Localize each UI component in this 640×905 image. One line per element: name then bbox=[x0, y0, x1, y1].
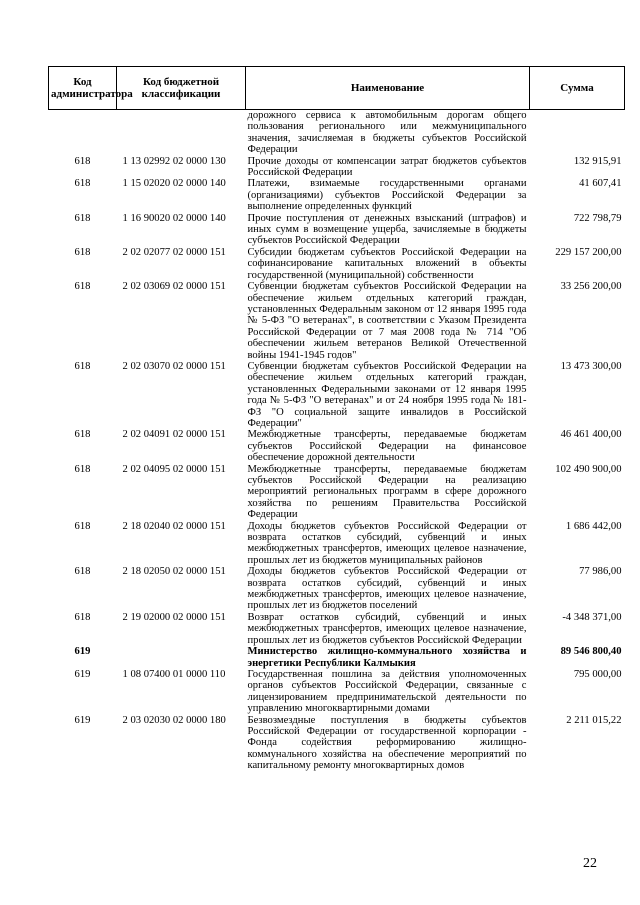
cell-admin-code: 618 bbox=[74, 178, 91, 190]
table-row bbox=[49, 247, 625, 281]
cell-admin-code: 618 bbox=[74, 520, 91, 532]
cell-name: Платежи, взимаемые государственными органами (организациями) субъектов Российской Федерации за выполнение определенных функций bbox=[247, 178, 527, 213]
cell-admin-code bbox=[49, 110, 117, 156]
header-admin-code: Код администратора bbox=[49, 67, 117, 110]
cell-name: Государственная пошлина за действия уполномоченных органов субъектов Российской Федерации, связанные с лицензированием предпринимательской деятельности по управлению многоквартирными домами bbox=[247, 668, 527, 715]
cell-name: Прочие поступления от денежных взысканий (штрафов) и иных сумм в возмещение ущерба, зачисляемые в бюджеты субъектов Российской Федерации bbox=[247, 212, 527, 247]
cell-sum: 132 915,91 bbox=[573, 155, 622, 167]
cell-sum: 41 607,41 bbox=[579, 178, 622, 190]
cell-name: Безвозмездные поступления в бюджеты субъектов Российской Федерации от государственной корпорации - Фонда содействия реформированию жилищно-коммунального хозяйства на обеспечение мероприятий по капитальному ремонту многоквартирных домов bbox=[247, 714, 527, 772]
table-row bbox=[49, 646, 625, 669]
cell-name: Субсидии бюджетам субъектов Российской Федерации на софинансирование капитальных вложений в объекты государственной (муниципальной) собственности bbox=[247, 246, 527, 281]
cell-budget-code: 2 02 04091 02 0000 151 bbox=[122, 429, 226, 441]
cell-admin-code: 618 bbox=[74, 212, 91, 224]
cell-admin-code: 618 bbox=[74, 463, 91, 475]
cell-sum: 2 211 015,22 bbox=[566, 714, 622, 726]
cell-name: Министерство жилищно-коммунального хозяйства и энергетики Республики Калмыкия bbox=[247, 646, 527, 669]
header-sum: Сумма bbox=[530, 67, 625, 110]
cell-sum: 46 461 400,00 bbox=[560, 429, 622, 441]
cell-sum: 229 157 200,00 bbox=[555, 246, 622, 258]
cell-budget-code: 2 18 02050 02 0000 151 bbox=[122, 566, 226, 578]
cell-name: дорожного сервиса к автомобильным дорогам общего пользования регионального или межмуниципального значения, зачисляемая в бюджеты субъектов Российской Федерации bbox=[247, 110, 527, 156]
cell-sum: -4 348 371,00 bbox=[562, 611, 622, 623]
cell-admin-code: 618 bbox=[74, 611, 91, 623]
cell-budget-code: 2 02 04095 02 0000 151 bbox=[122, 463, 226, 475]
table-row bbox=[49, 669, 625, 715]
table-row bbox=[49, 281, 625, 361]
cell-sum: 722 798,79 bbox=[573, 212, 622, 224]
table-row bbox=[49, 110, 625, 156]
cell-budget-code: 2 02 03070 02 0000 151 bbox=[122, 360, 226, 372]
page-number: 22 bbox=[583, 856, 597, 871]
header-name: Наименование bbox=[246, 67, 530, 110]
cell-sum: 77 986,00 bbox=[579, 566, 622, 578]
table-body bbox=[49, 110, 625, 772]
cell-admin-code: 619 bbox=[74, 646, 91, 658]
cell-name: Субвенции бюджетам субъектов Российской Федерации на обеспечение жильем отдельных категорий граждан, установленных Федеральными законами от 12 января 1995 года № 5-ФЗ "О ветеранах" и от 24 ноября 1995 года № 181-ФЗ "О социальной защите инвалидов в Российской Федерации" bbox=[247, 360, 527, 429]
cell-name: Межбюджетные трансферты, передаваемые бюджетам субъектов Российской Федерации на реализацию мероприятий региональных программ в сфере дорожного хозяйства по решениям Правительства Российской Федерации bbox=[247, 463, 527, 521]
cell-name: Прочие доходы от компенсации затрат бюджетов субъектов Российской Федерации bbox=[247, 155, 527, 179]
table-row bbox=[49, 464, 625, 521]
cell-sum: 89 546 800,40 bbox=[560, 646, 622, 658]
table-row bbox=[49, 156, 625, 179]
cell-budget-code: 1 16 90020 02 0000 140 bbox=[122, 212, 226, 224]
cell-budget-code: 1 15 02020 02 0000 140 bbox=[122, 178, 226, 190]
cell-sum: 1 686 442,00 bbox=[565, 520, 622, 532]
cell-budget-code bbox=[117, 646, 246, 669]
cell-name: Доходы бюджетов субъектов Российской Федерации от возврата остатков субсидий, субвенций и иных межбюджетных трансфертов, имеющих целевое назначение, прошлых лет из бюджетов поселений bbox=[247, 566, 527, 612]
cell-budget-code bbox=[117, 110, 246, 156]
cell-sum: 102 490 900,00 bbox=[555, 463, 622, 475]
cell-sum: 795 000,00 bbox=[573, 668, 622, 680]
cell-sum: 13 473 300,00 bbox=[560, 360, 622, 372]
cell-budget-code: 2 19 02000 02 0000 151 bbox=[122, 611, 226, 623]
header-budget-code: Код бюджетной классификации bbox=[117, 67, 246, 110]
cell-budget-code: 1 13 02992 02 0000 130 bbox=[122, 155, 226, 167]
cell-name: Доходы бюджетов субъектов Российской Федерации от возврата остатков субсидий, субвенций и иных межбюджетных трансфертов, имеющих целевое назначение, прошлых лет из бюджетов муниципальных районов bbox=[247, 520, 527, 566]
cell-admin-code: 618 bbox=[74, 566, 91, 578]
cell-budget-code: 2 02 03069 02 0000 151 bbox=[122, 281, 226, 293]
cell-name: Возврат остатков субсидий, субвенций и иных межбюджетных трансфертов, имеющих целевое назначение, прошлых лет из бюджетов субъектов Российской Федерации bbox=[247, 611, 527, 646]
table-row bbox=[49, 521, 625, 567]
cell-name: Субвенции бюджетам субъектов Российской Федерации на обеспечение жильем отдельных категорий граждан, установленных Федеральным законом от 12 января 1995 года № 5-ФЗ "О ветеранах", в соответствии с Указом Президента Российской Федерации от 7 мая 2008 года № 714 "Об обеспечении жильем ветеранов Великой Отечественной войны 1941-1945 годов" bbox=[247, 281, 527, 361]
table-row bbox=[49, 715, 625, 772]
cell-budget-code: 2 18 02040 02 0000 151 bbox=[122, 520, 226, 532]
table-row bbox=[49, 612, 625, 646]
table-header-row bbox=[49, 67, 625, 110]
document-table-wrapper bbox=[48, 66, 624, 772]
table-row bbox=[49, 566, 625, 612]
budget-table bbox=[48, 66, 625, 772]
cell-admin-code: 619 bbox=[74, 714, 91, 726]
table-row bbox=[49, 361, 625, 429]
table-row bbox=[49, 213, 625, 247]
cell-sum: 33 256 200,00 bbox=[560, 281, 622, 293]
cell-admin-code: 618 bbox=[74, 429, 91, 441]
cell-admin-code: 618 bbox=[74, 281, 91, 293]
cell-admin-code: 618 bbox=[74, 360, 91, 372]
cell-name: Межбюджетные трансферты, передаваемые бюджетам субъектов Российской Федерации на финансовое обеспечение дорожной деятельности bbox=[247, 429, 527, 464]
table-row bbox=[49, 178, 625, 212]
cell-budget-code: 1 08 07400 01 0000 110 bbox=[122, 668, 226, 680]
cell-budget-code: 2 03 02030 02 0000 180 bbox=[122, 714, 226, 726]
cell-sum bbox=[530, 110, 625, 156]
table-row bbox=[49, 429, 625, 463]
cell-budget-code: 2 02 02077 02 0000 151 bbox=[122, 246, 226, 258]
cell-admin-code: 618 bbox=[74, 246, 91, 258]
cell-admin-code: 619 bbox=[74, 668, 91, 680]
cell-admin-code: 618 bbox=[74, 155, 91, 167]
